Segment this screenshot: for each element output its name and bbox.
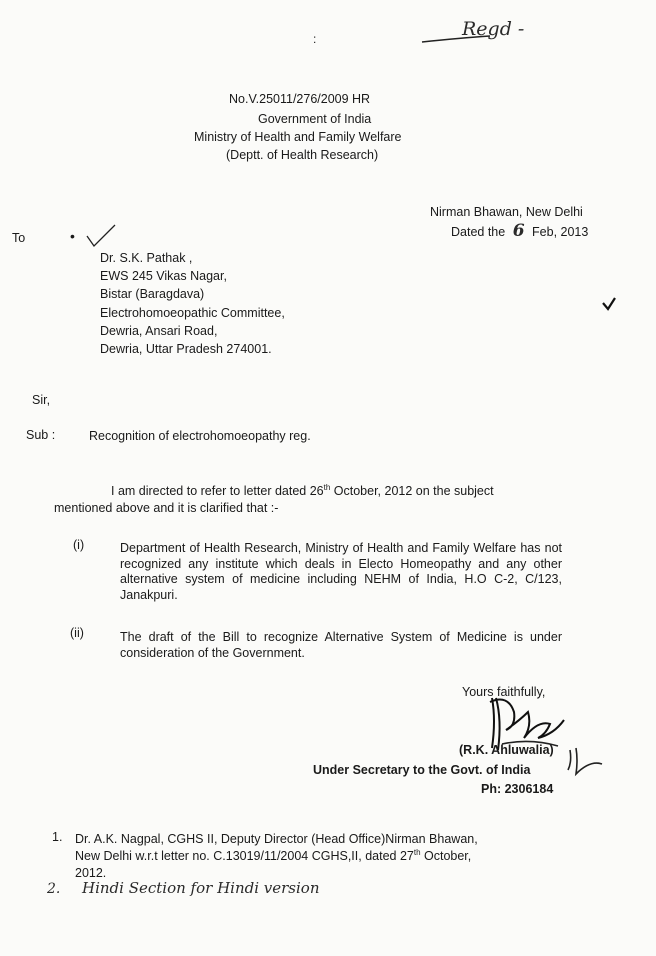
date-line (451, 221, 589, 241)
reference-number: No.V.25011/276/2009 HR (229, 92, 371, 106)
point-number: (i) (73, 538, 85, 552)
signatory-phone: Ph: 2306184 (481, 782, 554, 796)
to-label: To (12, 231, 26, 245)
closing: Yours faithfully, (462, 685, 546, 699)
copy-line-3: 2012. (75, 866, 107, 880)
header-department: (Deptt. of Health Research) (226, 148, 379, 162)
copy-number: 1. (52, 830, 63, 844)
intro-sup: th (323, 482, 331, 492)
salutation: Sir, (32, 393, 51, 407)
signatory-name: (R.K. Ahluwalia) (459, 743, 554, 757)
intro-line-2: mentioned above and it is clarified that :- (54, 501, 279, 515)
subject-label: Sub : (26, 428, 56, 442)
addressee-line: Electrohomoeopathic Committee, (100, 306, 285, 320)
date-day-handwritten: 6 (512, 221, 525, 241)
point-text: Department of Health Research, Ministry of Health and Family Welfare has not recognized any institute which deals in Electo Homeopathy and any other alternative system of medicine including NEHM of India, H.O C-2, C/123, Janakpuri. (120, 541, 562, 602)
addressee-line: Dr. S.K. Pathak , (100, 251, 193, 265)
copy-text-after: October, (420, 849, 472, 863)
place: Nirman Bhawan, New Delhi (430, 205, 583, 219)
signatory-title: Under Secretary to the Govt. of India (313, 763, 531, 777)
header-government: Government of India (258, 112, 372, 126)
addressee-line: Dewria, Uttar Pradesh 274001. (100, 342, 272, 356)
addressee-line: Dewria, Ansari Road, (100, 324, 218, 338)
addressee-line: Bistar (Baragdava) (100, 287, 205, 301)
handwritten-note: Hindi Section for Hindi version (82, 879, 320, 897)
copy-line-2 (75, 849, 471, 864)
bullet-dot: • (70, 228, 75, 244)
date-prefix: Dated the (451, 225, 506, 239)
check-mark-icon (601, 297, 617, 311)
intro-text: I am directed to refer to letter dated 26 (111, 484, 324, 498)
handwritten-regd: Regd - (462, 18, 525, 40)
intro-text-after: October, 2012 on the subject (330, 484, 494, 498)
subject-text: Recognition of electrohomoeopathy reg. (89, 429, 311, 443)
addressee-line: EWS 245 Vikas Nagar, (100, 269, 227, 283)
copy-text: New Delhi w.r.t letter no. C.13019/11/2004 CGHS,II, dated 27 (75, 849, 414, 863)
date-rest: Feb, 2013 (532, 225, 589, 239)
header-ministry: Ministry of Health and Family Welfare (194, 130, 402, 144)
intro-line-1 (111, 484, 494, 499)
point-text: The draft of the Bill to recognize Alternative System of Medicine is under consideration of the Government. (120, 630, 562, 660)
dot-mark: : (313, 32, 317, 46)
copy-sup: th (413, 847, 421, 857)
copy-line-1: Dr. A.K. Nagpal, CGHS II, Deputy Director (Head Office)Nirman Bhawan, (75, 832, 478, 846)
point-number: (ii) (70, 626, 84, 640)
tick-mark-icon (84, 222, 118, 250)
handwritten-note-number: 2. (47, 881, 61, 897)
